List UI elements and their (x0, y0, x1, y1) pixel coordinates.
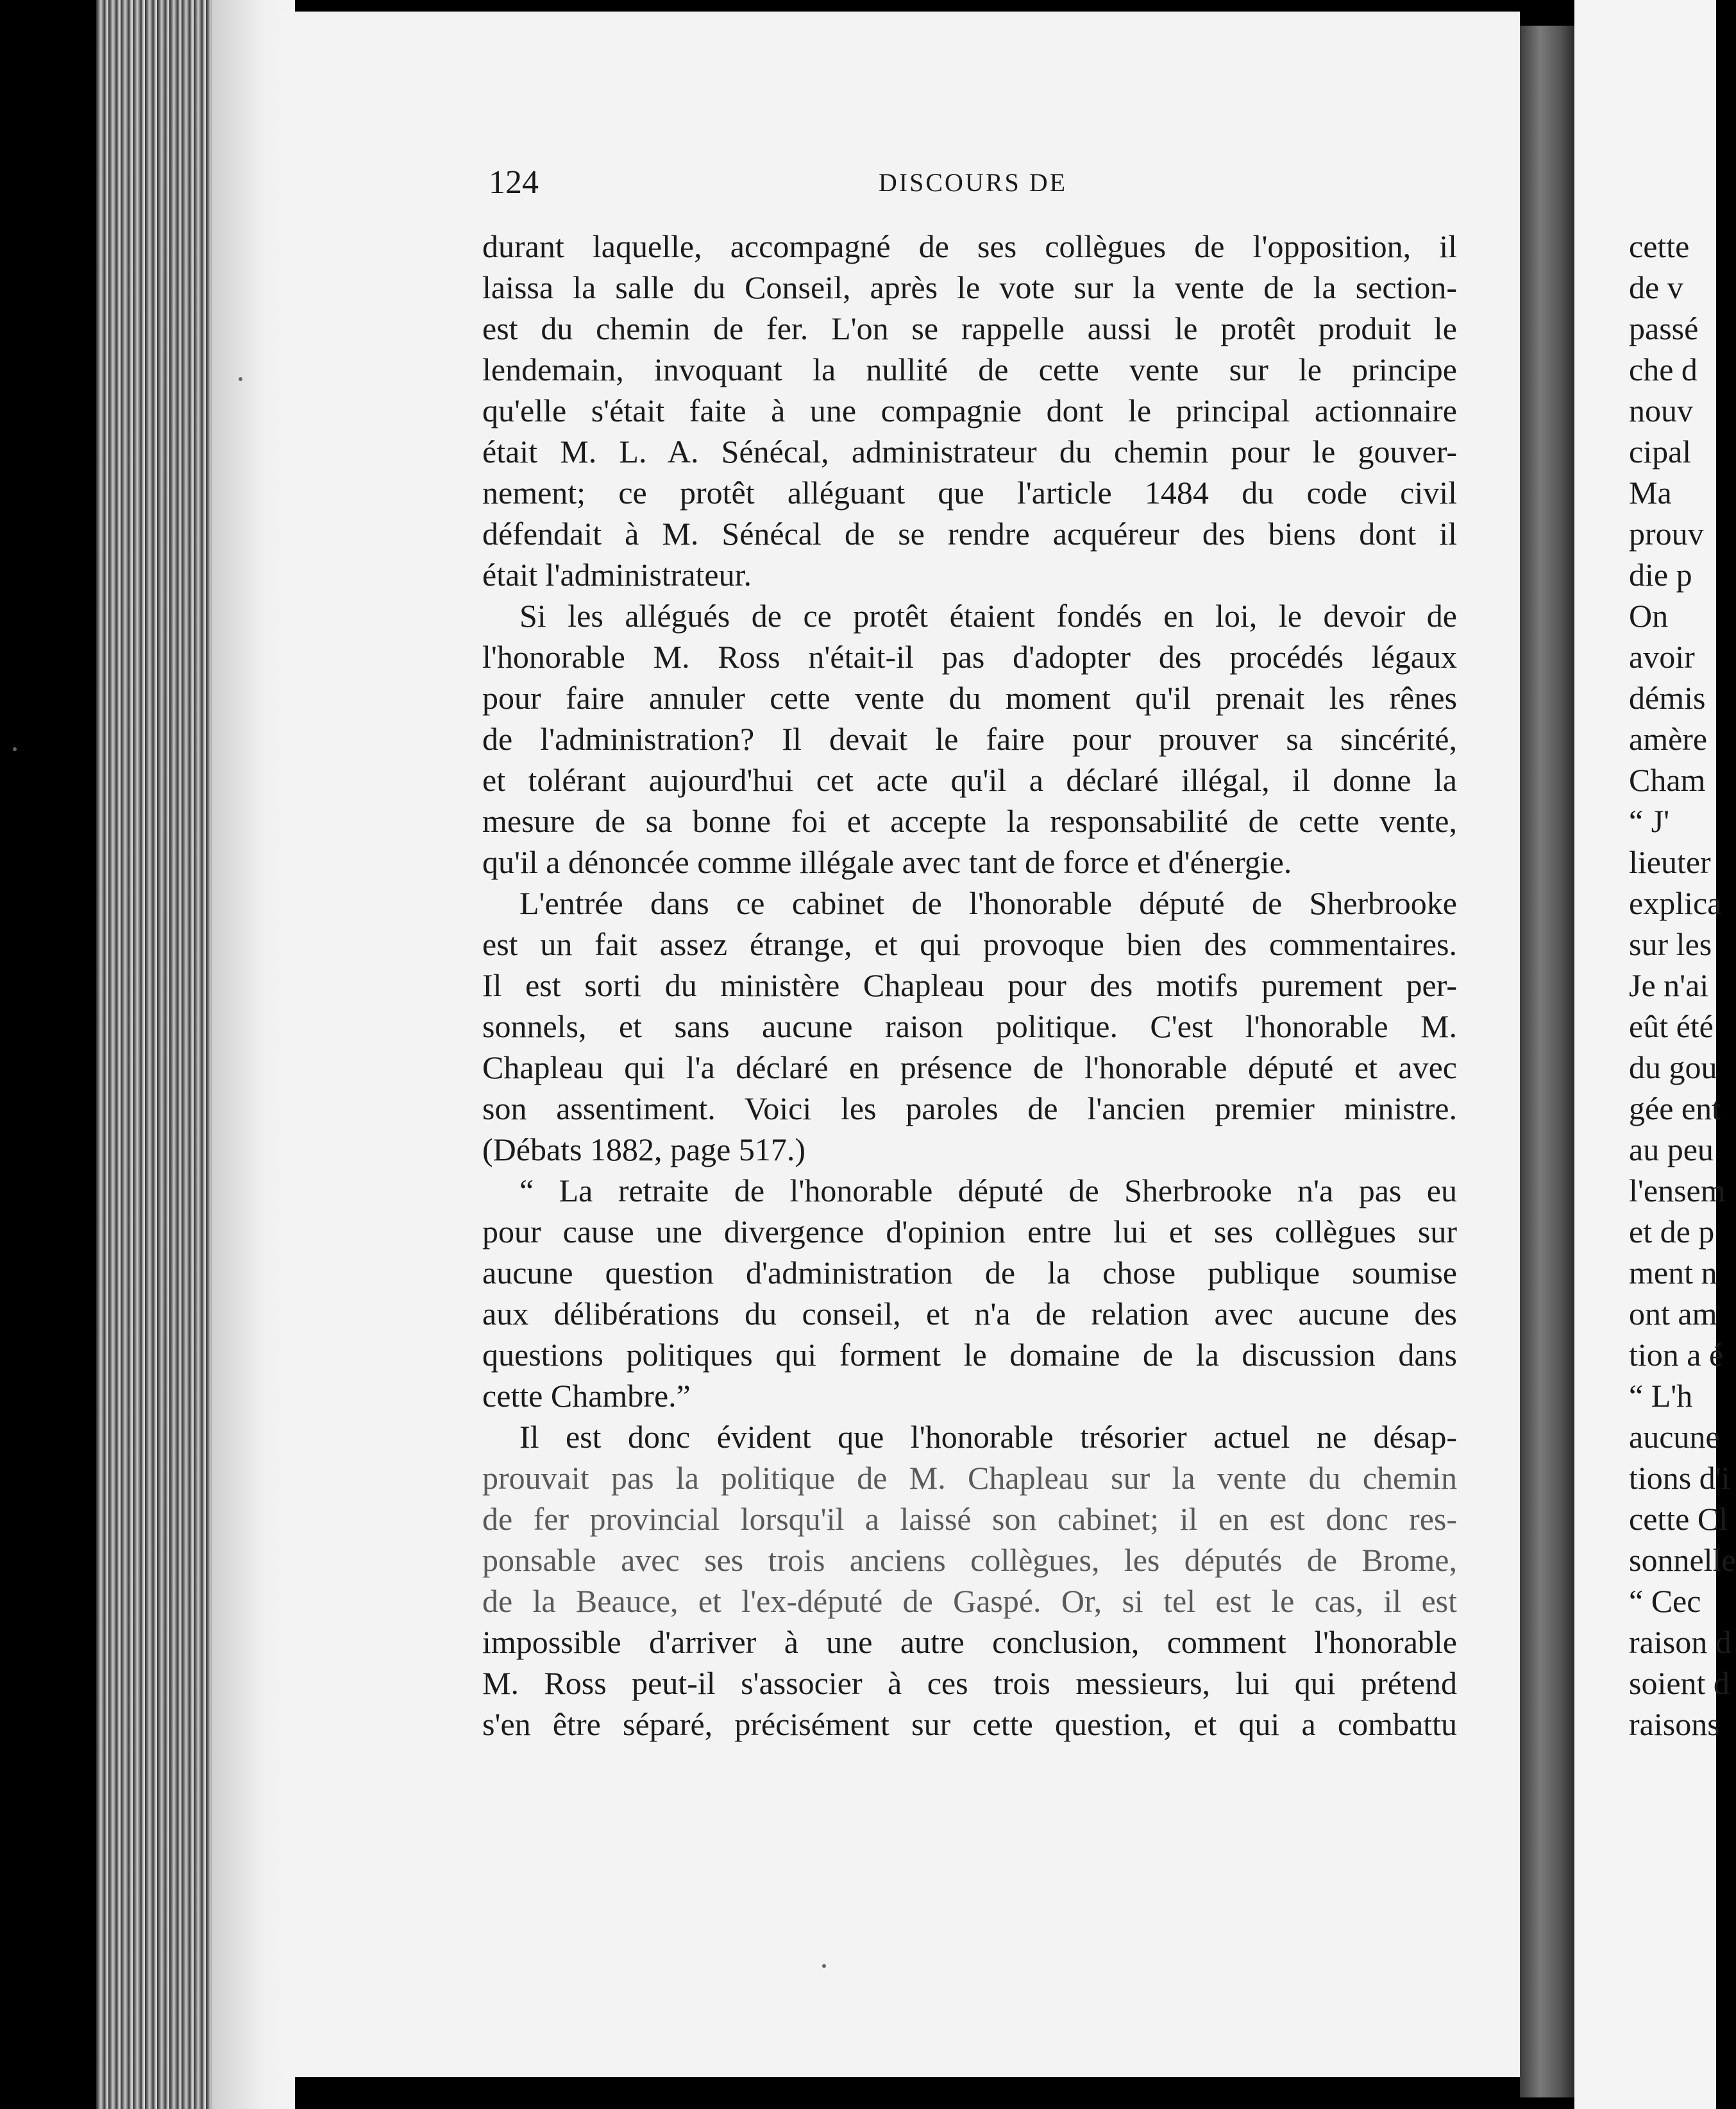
text-line: pour faire annuler cette vente du moment qu'il prenait les rênes (482, 680, 1457, 716)
text-line: de la Beauce, et l'ex-député de Gaspé. Or, si tel est le cas, il est (482, 1583, 1457, 1619)
facing-text-line: raison d (1629, 1624, 1732, 1660)
text-line: de l'administration? Il devait le faire pour prouver sa sincérité, (482, 721, 1457, 757)
facing-text-line: et de p (1629, 1214, 1715, 1249)
facing-text-line: sonnelle (1629, 1542, 1736, 1578)
facing-text-line: Je n'ai (1629, 967, 1709, 1003)
body-text (482, 226, 1457, 1745)
facing-text-line: du gou (1629, 1049, 1717, 1085)
facing-text-line: gée ent (1629, 1090, 1721, 1126)
page-number: 124 (489, 164, 539, 201)
text-line: durant laquelle, accompagné de ses collègues de l'opposition, il (482, 228, 1457, 264)
facing-text-line: eût été (1629, 1008, 1714, 1044)
page-header (489, 160, 1457, 205)
text-line: L'entrée dans ce cabinet de l'honorable député de Sherbrooke (519, 885, 1457, 921)
text-line: cette Chambre.” (482, 1378, 691, 1414)
text-line: est un fait assez étrange, et qui provoque bien des commentaires. (482, 926, 1457, 962)
facing-text-line: prouv (1629, 516, 1704, 552)
text-line: est du chemin de fer. L'on se rappelle aussi le protêt produit le (482, 310, 1457, 346)
facing-text-line: amère (1629, 721, 1708, 757)
text-line: nement; ce protêt alléguant que l'article 1484 du code civil (482, 475, 1457, 511)
facing-text-line: cette Cl (1629, 1501, 1728, 1537)
text-line: était l'administrateur. (482, 557, 752, 593)
text-line: questions politiques qui forment le domaine de la discussion dans (482, 1337, 1457, 1373)
text-line: lendemain, invoquant la nullité de cette vente sur le principe (482, 352, 1457, 387)
facing-text-line: avoir (1629, 639, 1695, 675)
text-line: Si les allégués de ce protêt étaient fondés en loi, le devoir de (519, 598, 1457, 634)
text-line: ponsable avec ses trois anciens collègues, les députés de Brome, (482, 1542, 1457, 1578)
text-line: laissa la salle du Conseil, après le vote sur la vente de la section- (482, 269, 1457, 305)
text-line: défendait à M. Sénécal de se rendre acquéreur des biens dont il (482, 516, 1457, 552)
dust-speck (822, 1964, 826, 1968)
text-line: M. Ross peut-il s'associer à ces trois messieurs, lui qui prétend (482, 1665, 1457, 1701)
text-line: s'en être séparé, précisément sur cette question, et qui a combattu (482, 1706, 1457, 1742)
text-line: mesure de sa bonne foi et accepte la responsabilité de cette vente, (482, 803, 1457, 839)
text-line: (Débats 1882, page 517.) (482, 1131, 806, 1167)
facing-text-line: raisons (1629, 1706, 1720, 1742)
text-line: “ La retraite de l'honorable député de Sherbrooke n'a pas eu (519, 1173, 1457, 1208)
text-line: Il est donc évident que l'honorable trésorier actuel ne désap- (519, 1419, 1457, 1455)
text-line: Il est sorti du ministère Chapleau pour des motifs purement per- (482, 967, 1457, 1003)
dust-speck (13, 747, 17, 751)
facing-text-line: che d (1629, 352, 1698, 387)
facing-text-line: cipal (1629, 434, 1692, 470)
facing-page-text (1603, 226, 1736, 1745)
facing-text-line: tion a é (1629, 1337, 1724, 1373)
facing-text-line: tions d'i (1629, 1460, 1730, 1496)
facing-text-line: “ J' (1629, 803, 1670, 839)
running-head: DISCOURS DE (878, 168, 1068, 197)
text-line: sonnels, et sans aucune raison politique. C'est l'honorable M. (482, 1008, 1457, 1044)
text-line: et tolérant aujourd'hui cet acte qu'il a déclaré illégal, il donne la (482, 762, 1457, 798)
facing-text-line: explica (1629, 885, 1722, 921)
facing-text-line: cette (1629, 228, 1690, 264)
text-line: qu'il a dénoncée comme illégale avec tant de force et d'énergie. (482, 844, 1292, 880)
text-line: aucune question d'administration de la chose publique soumise (482, 1255, 1457, 1291)
facing-text-line: die p (1629, 557, 1692, 593)
facing-text-line: lieuter (1629, 844, 1711, 880)
text-line: aux délibérations du conseil, et n'a de relation avec aucune des (482, 1296, 1457, 1332)
facing-text-line: soient d (1629, 1665, 1730, 1701)
facing-text-line: passé (1629, 310, 1699, 346)
facing-text-line: ont am (1629, 1296, 1717, 1332)
text-line: était M. L. A. Sénécal, administrateur du chemin pour le gouver- (482, 434, 1457, 470)
text-line: de fer provincial lorsqu'il a laissé son cabinet; il en est donc res- (482, 1501, 1457, 1537)
facing-text-line: ment n (1629, 1255, 1717, 1291)
text-line: impossible d'arriver à une autre conclusion, comment l'honorable (482, 1624, 1457, 1660)
facing-text-line: “ L'h (1629, 1378, 1693, 1414)
text-line: son assentiment. Voici les paroles de l'ancien premier ministre. (482, 1090, 1457, 1126)
text-line: prouvait pas la politique de M. Chapleau sur la vente du chemin (482, 1460, 1457, 1496)
facing-text-line: nouv (1629, 393, 1693, 428)
facing-text-line: l'ensem (1629, 1173, 1726, 1208)
facing-text-line: de v (1629, 269, 1683, 305)
text-line: l'honorable M. Ross n'était-il pas d'adopter des procédés légaux (482, 639, 1457, 675)
facing-text-line: “ Cec (1629, 1583, 1701, 1619)
facing-text-line: au peu (1629, 1131, 1714, 1167)
text-line: Chapleau qui l'a déclaré en présence de l'honorable député et avec (482, 1049, 1457, 1085)
book-gutter (1520, 26, 1578, 2097)
facing-text-line: démis (1629, 680, 1706, 716)
text-line: pour cause une divergence d'opinion entre lui et ses collègues sur (482, 1214, 1457, 1249)
facing-text-line: sur les (1629, 926, 1712, 962)
facing-text-line: Ma (1629, 475, 1672, 511)
facing-text-line: Cham (1629, 762, 1706, 798)
dust-speck (239, 377, 242, 381)
facing-text-line: aucune (1629, 1419, 1720, 1455)
facing-text-line: On (1629, 598, 1669, 634)
text-line: qu'elle s'était faite à une compagnie dont le principal actionnaire (482, 393, 1457, 428)
